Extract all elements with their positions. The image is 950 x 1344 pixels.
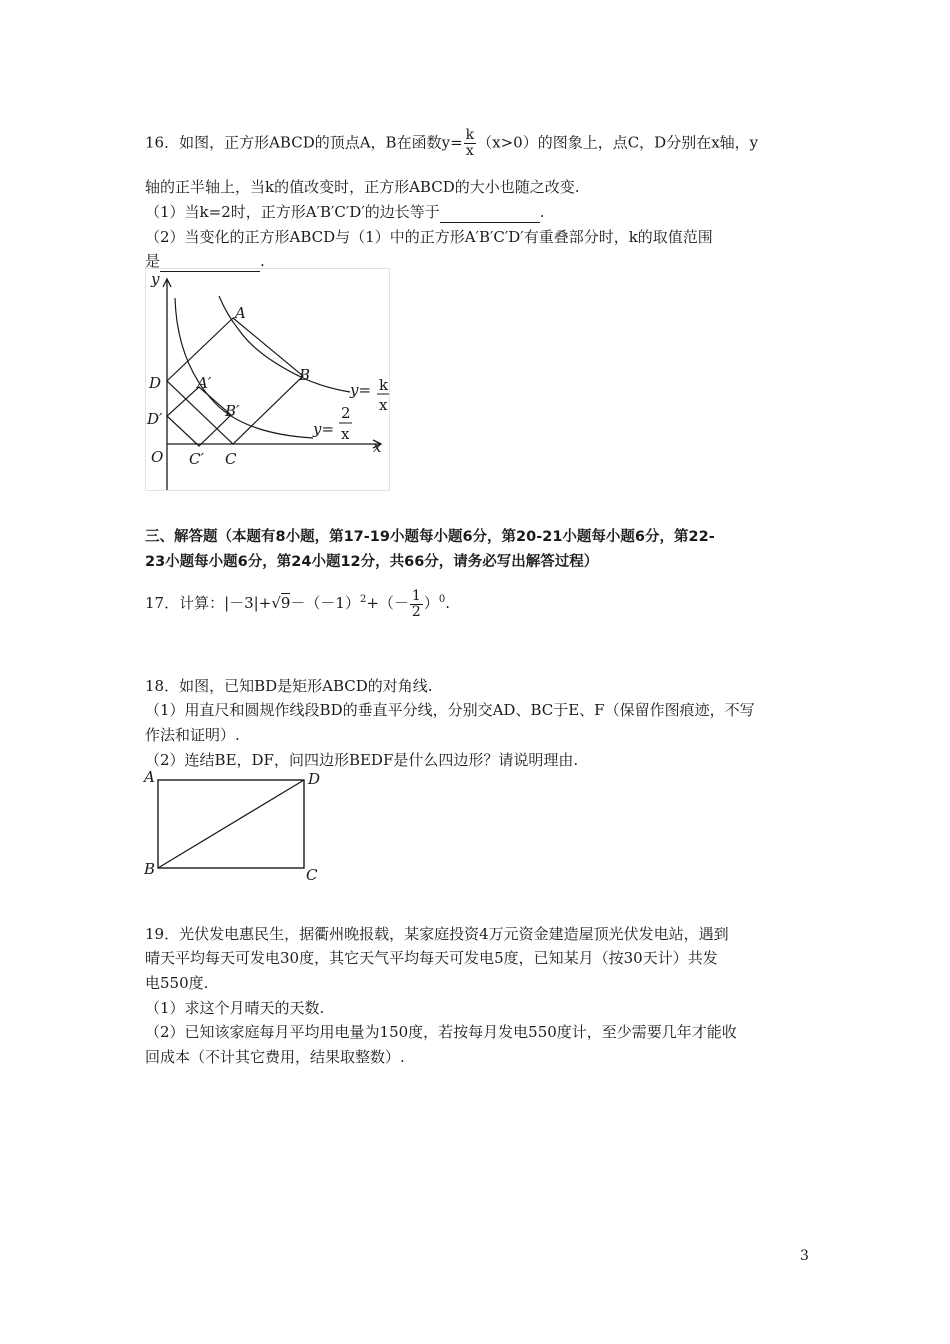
frac-den: 2: [411, 603, 421, 620]
exponent: 0: [438, 594, 446, 605]
q16-frac-den: x: [465, 143, 474, 159]
q16-part2: （2）当变化的正方形ABCD与（1）中的正方形A′B′C′D′有重叠部分时，k的取值范围: [145, 228, 713, 246]
curve2-label-prefix: y=: [313, 420, 335, 438]
page-number: 3: [800, 1248, 809, 1264]
frac-num: 1: [411, 587, 421, 604]
q18-part1: （1）用直尺和圆规作线段BD的垂直平分线，分别交AD、BC于E、F（保留作图痕迹，不写: [145, 701, 755, 719]
curve2-label-num: 2: [341, 404, 351, 422]
q16-frac-num: k: [465, 127, 475, 143]
period: .: [539, 203, 545, 221]
square-ABCD: [167, 318, 303, 444]
label-O: O: [151, 448, 164, 466]
q17-line: [145, 584, 451, 620]
q19-line3: 电550度.: [145, 974, 209, 992]
q19-line1: 19．光伏发电惠民生，据衢州晚报载，某家庭投资4万元资金建造屋顶光伏发电站，遇到: [145, 925, 729, 943]
answer-blank[interactable]: [440, 202, 540, 223]
curve1-label-den: x: [379, 396, 388, 414]
figure-border: [146, 269, 390, 491]
diagonal-BD: [158, 780, 304, 868]
label-A-prime: A′: [197, 374, 212, 392]
label-B: B: [299, 366, 311, 384]
label-B: B: [144, 860, 156, 878]
label-A: A: [235, 304, 246, 322]
sqrt-radicand: 9: [280, 594, 291, 612]
q16-part2-text: 是: [145, 252, 161, 270]
q16-part1: [145, 202, 545, 223]
q18-rectangle-figure: [140, 770, 330, 882]
q16-text-b: （x>0）的图象上，点C，D分别在x轴，y: [477, 133, 759, 152]
label-y: y: [151, 270, 160, 288]
q16-part1-text: （1）当k=2时，正方形A′B′C′D′的边长等于: [145, 203, 440, 221]
curve1-label-num: k: [379, 376, 389, 394]
label-C: C: [306, 866, 318, 882]
label-B-prime: B′: [225, 402, 240, 420]
curve1-label-prefix: y=: [350, 381, 372, 399]
q17-fraction: [410, 589, 423, 620]
label-x: x: [373, 438, 382, 456]
q18-part2: （2）连结BE，DF，问四边形BEDF是什么四边形？请说明理由.: [145, 751, 579, 769]
q19-part2-cont: 回成本（不计其它费用，结果取整数）.: [145, 1048, 405, 1066]
label-C: C: [225, 450, 237, 468]
label-D-prime: D′: [147, 410, 163, 428]
square-A1B1C1D1: [167, 387, 231, 446]
q19-part1: （1）求这个月晴天的天数.: [145, 999, 325, 1017]
q17-text-d: ）: [423, 594, 439, 612]
label-D: D: [308, 770, 321, 788]
q19-line2: 晴天平均每天可发电30度，其它天气平均每天可发电5度，已知某月（按30天计）共发: [145, 949, 718, 967]
curve2-label-den: x: [341, 425, 350, 443]
section3-heading-line2: 23小题每小题6分，第24小题12分，共66分，请务必写出解答过程）: [145, 554, 599, 570]
period: .: [260, 252, 265, 270]
label-D: D: [149, 374, 162, 392]
q16-func-prefix: y=: [441, 133, 463, 152]
q18-part1-cont: 作法和证明）.: [145, 726, 240, 744]
sqrt-symbol: √: [271, 594, 281, 612]
section3-heading-line1: 三、解答题（本题有8小题，第17-19小题每小题6分，第20-21小题每小题6分，第22-: [145, 529, 715, 545]
q16-text: 16．如图，正方形ABCD的顶点A，B在函数: [145, 133, 442, 152]
label-C-prime: C′: [189, 450, 204, 468]
period: .: [445, 594, 451, 612]
q16-figure: [145, 268, 395, 493]
q19-part2: （2）已知该家庭每月平均用电量为150度，若按每月发电550度计，至少需要几年才能收: [145, 1023, 737, 1041]
q18-line1: 18．如图，已知BD是矩形ABCD的对角线.: [145, 677, 433, 695]
q16-line2: 轴的正半轴上，当k的值改变时，正方形ABCD的大小也随之改变.: [145, 178, 580, 196]
label-A: A: [144, 770, 155, 786]
q16-line1: [145, 128, 758, 159]
q17-text-c: +（－: [366, 594, 409, 612]
q17-text-a: 17．计算：|－3|+: [145, 594, 272, 612]
q16-fraction: [464, 128, 476, 159]
q17-text-b: －（－1）: [290, 594, 360, 612]
exponent: 2: [359, 594, 367, 605]
